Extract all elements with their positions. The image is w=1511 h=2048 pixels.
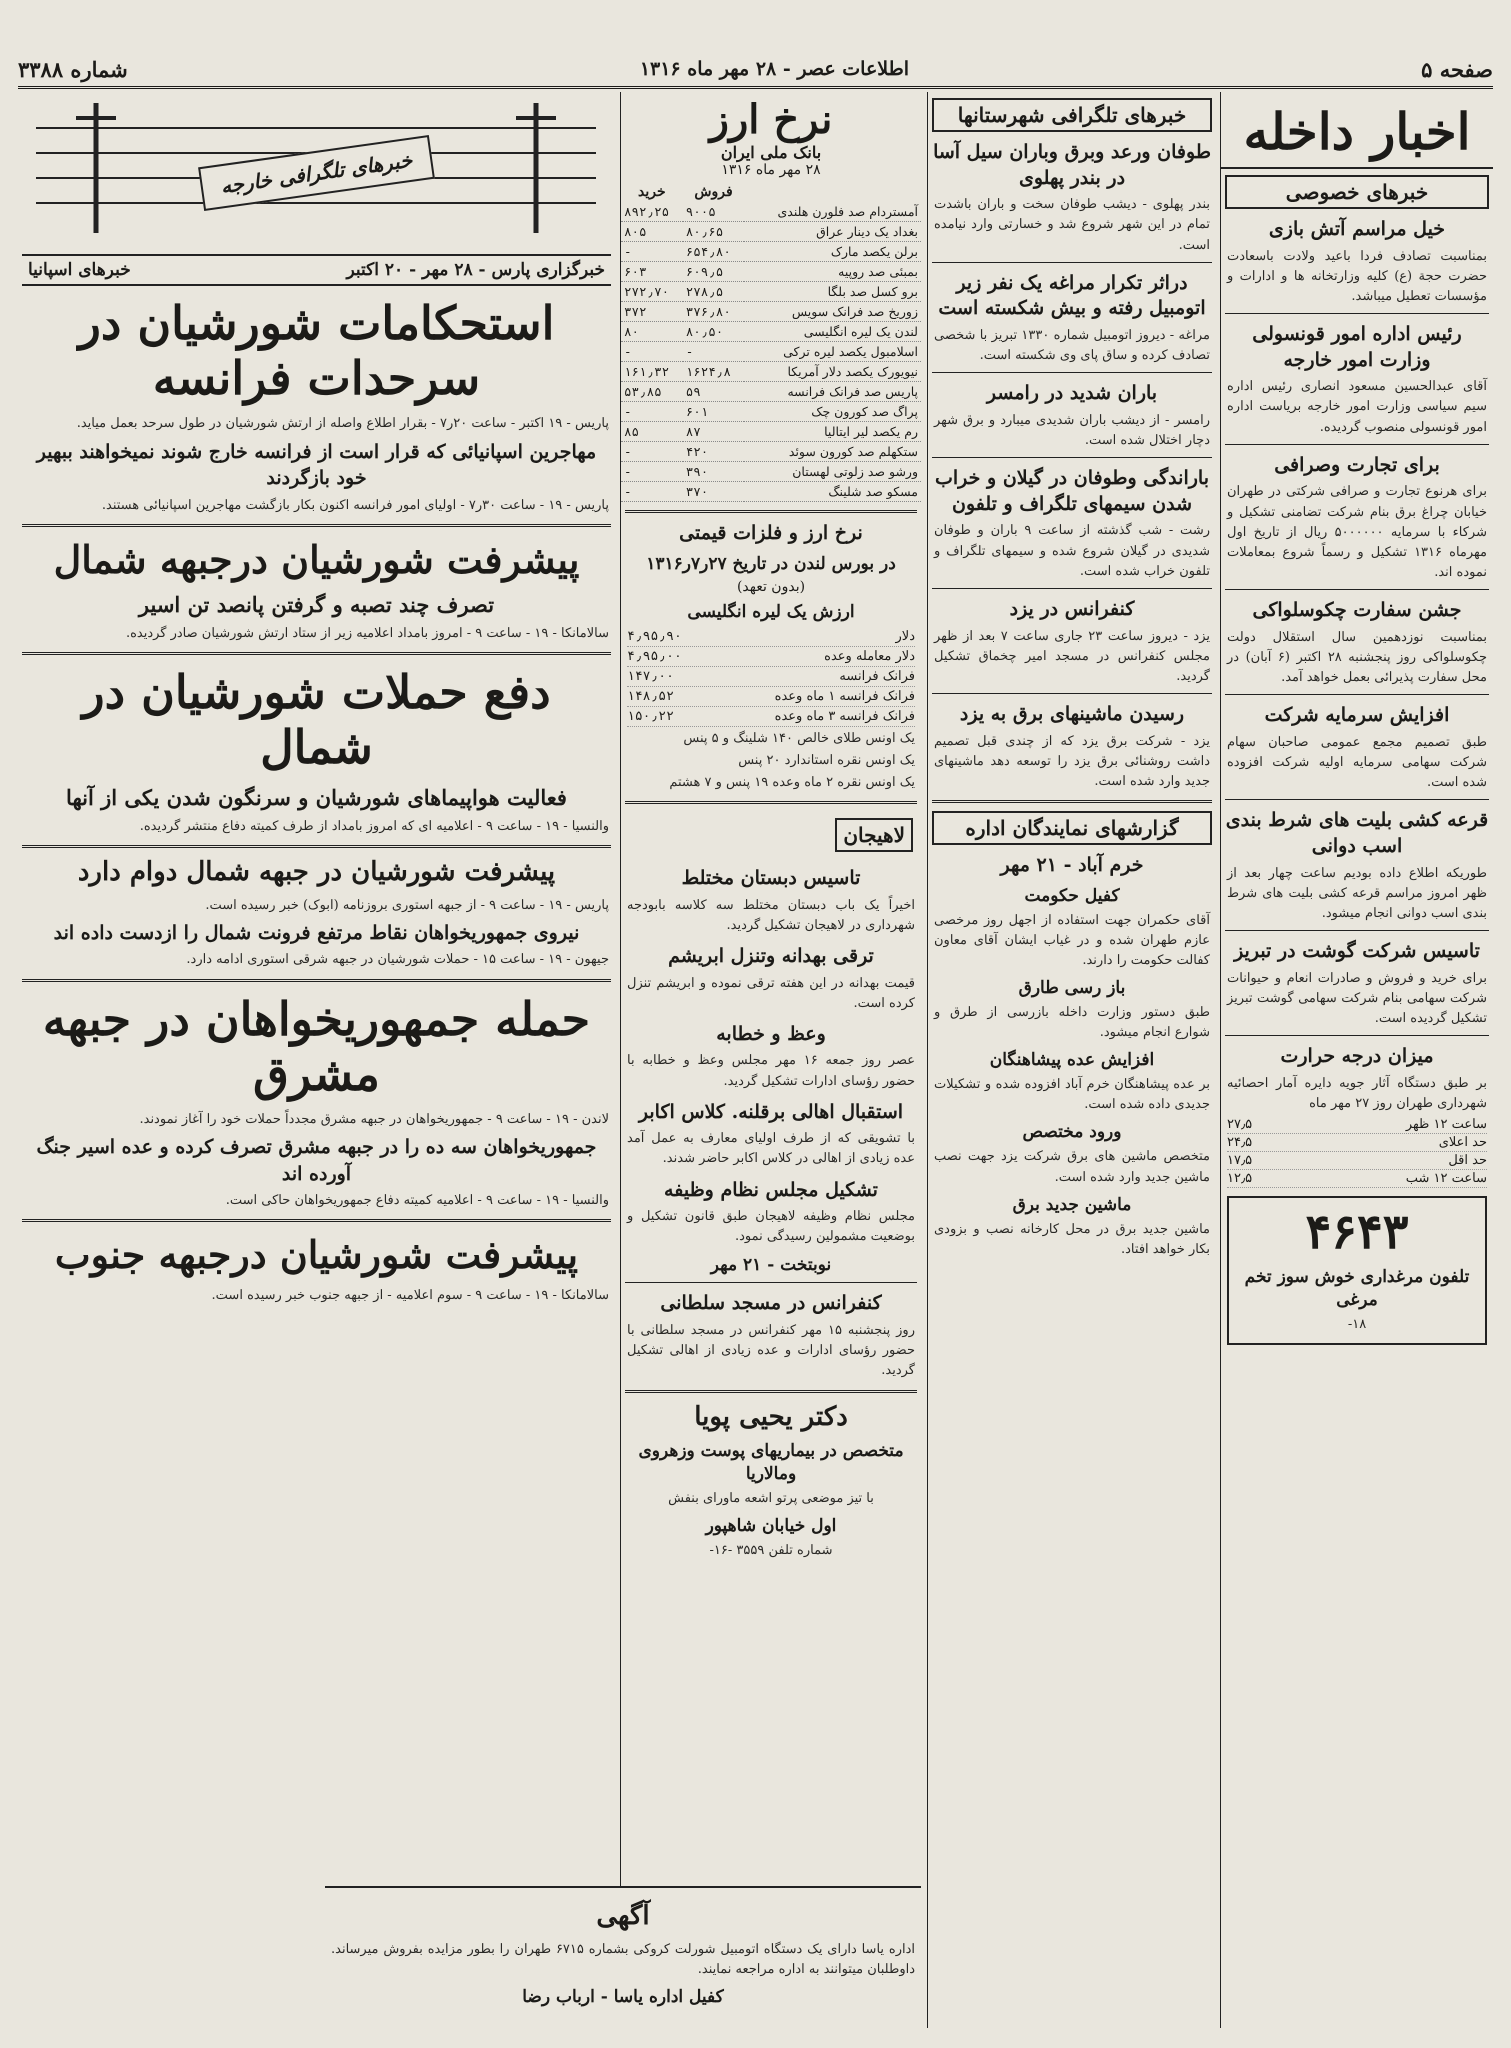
- headline-south-advance: پیشرفت شورشیان درجبهه جنوب: [54, 1232, 579, 1278]
- rate-buy: -: [621, 402, 683, 422]
- domestic-item: [1221, 703, 1493, 793]
- rate-currency: زوریخ صد فرانک سویس: [744, 302, 921, 322]
- rates-bank: بانک ملی ایران: [720, 143, 822, 162]
- rate-sell: ۸۰٫۶۵: [683, 222, 745, 242]
- rate-buy: ۵۳٫۸۵: [621, 382, 683, 402]
- telegraph-item-head: طوفان ورعد وبرق وباران سیل آسا در بندر پهلوی: [933, 141, 1211, 189]
- gold-row: فرانک فرانسه ۱۴۷٫۰۰: [627, 667, 915, 687]
- subhead-aircraft: فعالیت هواپیماهای شورشیان و سرنگون شدن یکی از آنها: [66, 785, 567, 811]
- rate-currency: ورشو صد زلوتی لهستان: [744, 462, 921, 482]
- rate-row: [621, 402, 921, 422]
- domestic-item: [1221, 322, 1493, 438]
- gold-row: فرانک فرانسه ۳ ماه وعده ۱۵۰٫۲۲: [627, 707, 915, 727]
- rate-currency: نیویورک یکصد دلار آمریکا: [744, 362, 921, 382]
- story-body: والنسیا - ۱۹ - ساعت ۹ - اعلامیه ای که امروز بامداد از طرف کمیته دفاع منتشر گردیده.: [139, 818, 609, 834]
- rate-currency: بغداد یک دینار عراق: [744, 222, 921, 242]
- doctor-phone: شماره تلفن ۳۵۵۹ -۱۶-: [709, 1543, 833, 1559]
- rate-sell: ۴۲۰: [683, 442, 745, 462]
- page-number: صفحه ۵: [1421, 56, 1493, 82]
- telegraph-item-head: باران شدید در رامسر: [986, 382, 1158, 405]
- rate-sell: ۳۷۰: [683, 482, 745, 502]
- foreign-news-logo: [26, 98, 607, 248]
- telegraph-item-head: باز رسی طارق: [1018, 978, 1126, 999]
- telegraph-item-body: رشت - شب گذشته از ساعت ۹ باران و طوفان شدیدی در گیلان شروع شده و سیمهای تلگراف و تلفون خراب شده است.: [934, 523, 1210, 579]
- agency-label: خبرگزاری پارس - ۲۸ مهر - ۲۰ اکتبر: [346, 260, 605, 280]
- story-body: پاریس - ۱۹ - ساعت ۳۰ر۷ - اولیای امور فرانسه اکنون بکار بازگشت مهاجرین اسپانیائی هستند.: [101, 497, 609, 513]
- lahijan-item-body: اخیراً یک باب دبستان مختلط سه کلاسه بابودجه شهرداری در لاهیجان تشکیل گردید.: [627, 897, 915, 933]
- rate-currency: پاریس صد فرانک فرانسه: [744, 382, 921, 402]
- lahijan-item-head: نوبتخت - ۲۱ مهر: [710, 1254, 832, 1275]
- telegraph-item-body: یزد - شرکت برق یزد که از چندی قبل تصمیم داشت روشنائی برق یزد را توسعه دهد ماشینهای جدید وارد شده است.: [934, 733, 1210, 789]
- domestic-item-head: جشن سفارت چکوسلواکی: [1252, 599, 1462, 622]
- doctor-body: با تیز موضعی پرتو اشعه ماورای بنفش: [668, 1491, 874, 1507]
- domestic-item-head: قرعه کشی بلیت های شرط بندی اسب دوانی: [1225, 809, 1489, 857]
- weather-row: حد اعلای ۲۴٫۵: [1227, 1134, 1487, 1150]
- telegraph-item-body: یزد - دیروز ساعت ۲۳ جاری ساعت ۷ بعد از ظهر مجلس کنفرانس در مسجد امیر چخماق تشکیل گردید.: [934, 628, 1210, 684]
- rate-currency: اسلامبول یکصد لیره ترکی: [744, 342, 921, 362]
- domestic-item-head: خیل مراسم آتش بازی: [1268, 218, 1446, 240]
- rate-row: [621, 422, 921, 442]
- story-body: لاندن - ۱۹ - ساعت ۹ - جمهوریخواهان در جبهه مشرق مجدداً حملات خود را آغاز نمودند.: [139, 1111, 609, 1127]
- rate-row: [621, 282, 921, 302]
- telegraph-item-body: طبق دستور وزارت داخله بازرسی از طرق و شوارع انجام میشود.: [934, 1004, 1210, 1041]
- domestic-item-head: تاسیس شرکت گوشت در تبریز: [1234, 939, 1480, 962]
- rate-buy: ۲۷۲٫۷۰: [621, 282, 683, 302]
- rate-buy: ۸۰۵: [621, 222, 683, 242]
- phone-ad: [1227, 1196, 1487, 1345]
- lahijan-item-body: روز پنجشنبه ۱۵ مهر کنفرانس در مسجد سلطانی با حضور رؤسای ادارات و عده زیادی از اهالی تشکیل گردید.: [627, 1323, 915, 1379]
- telegraph-item-body: مراغه - دیروز اتومبیل شماره ۱۳۳۰ تبریز با شخصی تصادف کرده و ساق پای وی شکسته است.: [934, 327, 1211, 364]
- telegraph-item-body: بر عده پیشاهنگان خرم آباد افزوده شده و تشکیلات جدیدی داده شده است.: [934, 1077, 1210, 1113]
- telegraph-item-head: دراثر تکرار مراغه یک نفر زیر اتومبیل رفته و بیش شکسته است: [938, 271, 1206, 320]
- domestic-item-body: برای هرنوع تجارت و صرافی شرکتی در طهران خیابان چراغ برق بنام شرکت تضامنی تشکیل و شرکاء با سرمایه ۵۰۰۰۰۰۰ ریال از تاریخ اول مهرماه ۱۳۱۶ تشکیل و رسماً شروع بمعاملات نموده اند.: [1227, 484, 1487, 580]
- rate-buy: ۸۰: [621, 322, 683, 342]
- agency-bar: [22, 254, 611, 286]
- spain-label: خبرهای اسپانیا: [28, 260, 131, 280]
- ad-phone-tail: ۱۸-: [1347, 1316, 1367, 1332]
- domestic-item: [1221, 808, 1493, 924]
- telegraph-item-head: افزایش عده پیشاهنگان: [989, 1050, 1155, 1071]
- gold-line: یک اونس طلای خالص ۱۴۰ شلینگ و ۵ پنس: [683, 730, 915, 746]
- rate-sell: ۱۶۲۴٫۸: [683, 362, 745, 382]
- lahijan-item-body: عصر روز جمعه ۱۶ مهر مجلس وعظ و خطابه با حضور رؤسای ادارات تشکیل گردید.: [627, 1053, 915, 1089]
- rate-sell: ۶۵۴٫۸۰: [683, 242, 745, 262]
- ad-phone-number: ۴۶۴۳: [1305, 1203, 1409, 1260]
- rate-currency: آمستردام صد فلورن هلندی: [744, 202, 921, 222]
- announcement-title: آگهی: [596, 1901, 650, 1931]
- rate-sell: ۵۹: [683, 382, 745, 402]
- rate-row: [621, 382, 921, 402]
- rate-currency: برلن یکصد مارک: [744, 242, 921, 262]
- domestic-item: [1221, 598, 1493, 688]
- rate-currency: ستکهلم صد کورون سوئد: [744, 442, 921, 462]
- headline-north-continues: پیشرفت شورشیان در جبهه شمال دوام دارد: [77, 856, 556, 887]
- rate-sell: -: [683, 342, 745, 362]
- gold-head: ارزش یک لیره انگلیسی: [687, 601, 855, 622]
- rate-sell: ۶۰۱: [683, 402, 745, 422]
- domestic-item: [1221, 1044, 1493, 1114]
- domestic-item-head: افزایش سرمایه شرکت: [1264, 704, 1450, 727]
- lahijan-item-head: تشکیل مجلس نظام وظیفه: [664, 1178, 878, 1201]
- rate-sell: ۳۹۰: [683, 462, 745, 482]
- rate-currency: بمبئی صد روپیه: [744, 262, 921, 282]
- rate-row: [621, 442, 921, 462]
- gold-line: یک اونس نقره ۲ ماه وعده ۱۹ پنس و ۷ هشتم: [669, 774, 915, 790]
- rate-buy: -: [621, 482, 683, 502]
- headline-east-attack: حمله جمهوریخواهان در جبهه مشرق: [42, 991, 591, 1101]
- rate-sell: ۶۰۹٫۵: [683, 262, 745, 282]
- rate-row: [621, 322, 921, 342]
- gold-line: یک اونس نقره استاندارد ۲۰ پنس: [738, 752, 915, 768]
- telegraph-item-body: متخصص ماشین های برق شرکت یزد جهت نصب ماشین جدید وارد شده است.: [934, 1149, 1210, 1185]
- announcement-sign: کفیل اداره یاسا - ارباب رضا: [522, 1987, 724, 2008]
- rates-column: [620, 92, 921, 1888]
- rate-row: [621, 482, 921, 502]
- domestic-item-body: بر طبق دستگاه آثار جویه دایره آمار احصائیه شهرداری طهران روز ۲۷ مهر ماه: [1227, 1075, 1487, 1111]
- rate-row: [621, 342, 921, 362]
- rate-row: [621, 202, 921, 222]
- telegraph-item-head: باراندگی وطوفان در گیلان و خراب شدن سیمهای تلگراف و تلفون: [935, 467, 1209, 515]
- masthead-date: اطلاعات عصر - ۲۸ مهر ماه ۱۳۱۶: [639, 58, 910, 80]
- telegraph-item-body: رامسر - از دیشب باران شدیدی میبارد و برق شهر دچار اختلال شده است.: [934, 412, 1210, 449]
- rate-buy: ۳۷۲: [621, 302, 683, 322]
- rate-buy: -: [621, 442, 683, 462]
- rates-table: [621, 182, 921, 502]
- domestic-item-body: بمناسبت تصادف فردا باعید ولادت باسعادت حضرت حجة (ع) کلیه وزارتخانه ها و ادارات و مؤسسات تعطیل میباشد.: [1227, 248, 1487, 304]
- rate-currency: مسکو صد شلینگ: [744, 482, 921, 502]
- weather-row: ساعت ۱۲ شب ۱۲٫۵: [1227, 1170, 1487, 1186]
- rate-row: [621, 302, 921, 322]
- telegraph-item-body: بندر پهلوی - دیشب طوفان سخت و باران باشدت تمام در این شهر شروع شد و خسارتی وارد نیامده است.: [934, 197, 1210, 253]
- ad-phone-text: تلفون مرغداری خوش سوز تخم مرغی: [1244, 1266, 1470, 1310]
- rate-row: [621, 462, 921, 482]
- telegraph-item-body: ماشین جدید برق در محل کارخانه نصب و بزودی بکار خواهد افتاد.: [934, 1221, 1210, 1257]
- story-body: پاریس - ۱۹ اکتبر - ساعت ۲۰ر۷ - بقرار اطلاع واصله از ارتش شورشیان در طول سرحد بعمل میاید.: [76, 416, 609, 432]
- rate-currency: برو کسل صد بلگا: [744, 282, 921, 302]
- rate-buy: -: [621, 242, 683, 262]
- masthead: [18, 52, 1493, 89]
- rate-sell: ۸۷: [683, 422, 745, 442]
- rate-currency: لندن یک لیره انگلیسی: [744, 322, 921, 342]
- lahijan-item-head: تاسیس دبستان مختلط: [681, 866, 861, 889]
- domestic-item-head: رئیس اداره امور قونسولی وزارت امور خارجه: [1252, 323, 1462, 371]
- domestic-item-head: برای تجارت وصرافی: [1274, 453, 1440, 476]
- rates-title: نرخ ارز: [709, 96, 833, 143]
- story-body: سالامانکا - ۱۹ - ساعت ۹ - سوم اعلامیه - از جبهه جنوب خبر رسیده است.: [211, 1287, 609, 1303]
- subhead-north-advance: تصرف چند تصبه و گرفتن پانصد تن اسیر: [138, 592, 495, 618]
- private-news-label: خبرهای خصوصی: [1225, 175, 1489, 209]
- domestic-item-body: برای خرید و فروش و صادرات انعام و حیوانات شرکت سهامی بنام شرکت سهامی گوشت تبریز تشکیل گردیده است.: [1227, 970, 1487, 1026]
- headline-north-advance: پیشرفت شورشیان درجبهه شمال: [53, 536, 580, 582]
- domestic-item: [1221, 453, 1493, 583]
- rate-sell: ۹۰۰۵: [683, 202, 745, 222]
- rate-sell: ۲۷۸٫۵: [683, 282, 745, 302]
- announcement-box: [325, 1886, 921, 2028]
- telegraph-item-head: خرم آباد - ۲۱ مهر: [1000, 854, 1144, 877]
- headline-fortifications: استحکامات شورشیان در سرحدات فرانسه: [78, 296, 555, 406]
- foreign-column: [18, 92, 615, 2028]
- rate-buy: -: [621, 342, 683, 362]
- domestic-item-head: میزان درجه حرارت: [1280, 1045, 1434, 1067]
- gold-list: [627, 627, 915, 727]
- rate-buy: -: [621, 462, 683, 482]
- telegraph-item-body: آقای حکمران جهت استفاده از اجهل روز مرخصی عازم طهران شده و در غیاب ایشان آقای معاون کفالت حکومت را دارند.: [934, 912, 1210, 968]
- telegraph-item-head: کفیل حکومت: [1024, 885, 1120, 906]
- rate-row: [621, 362, 921, 382]
- rate-buy: ۸۹۲٫۲۵: [621, 202, 683, 222]
- doctor-name: دکتر یحیی پویا: [694, 1401, 848, 1432]
- domestic-item-body: بمناسبت نوزدهمین سال استقلال دولت چکوسلواکی روز پنجشنبه ۲۸ اکتبر (۶ آبان) در محل سفارت پذیرائی بعمل خواهد آمد.: [1227, 629, 1487, 686]
- domestic-item: [1221, 217, 1493, 307]
- lahijan-item-head: ترقی بهدانه وتنزل ابریشم: [668, 944, 874, 967]
- issue-number: شماره ۳۳۸۸: [18, 56, 128, 82]
- story-body: پاریس - ۱۹ - ساعت ۹ - از جبهه استوری بروزنامه (ابوک) خبر رسیده است.: [205, 897, 609, 913]
- domestic-title: اخبار داخله: [1221, 102, 1493, 169]
- weather-row: حد اقل ۱۷٫۵: [1227, 1152, 1487, 1168]
- telegraph-item-head: ورود مختصص: [1022, 1122, 1122, 1143]
- gold-row: دلار ۴٫۹۵٫۹۰: [627, 627, 915, 647]
- lahijan-item-head: کنفرانس در مسجد سلطانی: [660, 1292, 882, 1315]
- rate-sell: ۳۷۶٫۸۰: [683, 302, 745, 322]
- telegraph-item-head: ماشین جدید برق: [1012, 1194, 1132, 1215]
- telegraph-column: [927, 92, 1216, 2028]
- announcement-body: اداره یاسا دارای یک دستگاه اتومبیل شورلت کروکی بشماره ۶۷۱۵ طهران را بطور مزایده بفروش میرساند. داوطلبان میتوانند به اداره مراجعه نمایند.: [331, 1941, 915, 1977]
- doctor-address: اول خیابان شاهپور: [705, 1516, 837, 1537]
- rate-row: [621, 222, 921, 242]
- gold-title: نرخ ارز و فلزات قیمتی: [679, 522, 863, 544]
- gold-note: (بدون تعهد): [736, 578, 806, 595]
- lahijan-item-head: استقبال اهالی برقلنه. کلاس اکابر: [638, 1100, 904, 1123]
- story-body: جیهون - ۱۹ - ساعت ۱۵ - حملات شورشیان در جبهه شرقی استوری ادامه دارد.: [186, 952, 609, 968]
- domestic-item-body: آقای عبدالحسین مسعود انصاری رئیس اداره سیم سیاسی وزارت امور خارجه بریاست اداره امور قونسولی منصوب گردیده.: [1227, 379, 1487, 435]
- subhead-three-villages: جمهوریخواهان سه ده را در جبهه مشرق تصرف کرده و عده اسیر جنگ آورده اند: [36, 1136, 597, 1185]
- gold-row: فرانک فرانسه ۱ ماه وعده ۱۴۸٫۵۲: [627, 687, 915, 707]
- reports-title: گزارشهای نمایندگان اداره: [932, 811, 1212, 845]
- gold-sub: در بورس لندن در تاریخ ۲۷ر۷ر۱۳۱۶: [646, 553, 896, 574]
- story-body: والنسیا - ۱۹ - ساعت ۹ - اعلامیه کمیته دفاع جمهوریخواهان حاکی است.: [225, 1193, 609, 1209]
- weather-row: ساعت ۱۲ ظهر ۲۷٫۵: [1227, 1116, 1487, 1132]
- rate-sell: ۸۰٫۵۰: [683, 322, 745, 342]
- telegraph-item-head: کنفرانس در یزد: [1009, 597, 1135, 620]
- lahijan-item-body: با تشویقی که از طرف اولیای معارف به عمل آمد عده زیادی از اهالی در کلاس اکابر حاضر شدند.: [627, 1131, 915, 1167]
- telegraph-item-head: رسیدن ماشینهای برق به یزد: [959, 702, 1185, 725]
- rate-row: [621, 242, 921, 262]
- weather-table: [1227, 1116, 1487, 1188]
- lahijan-label: لاهیجان: [835, 818, 913, 852]
- story-body: سالامانکا - ۱۹ - ساعت ۹ - امروز بامداد اعلامیه زیر از ستاد ارتش شورشیان صادر گردیده.: [125, 625, 609, 641]
- rate-row: [621, 262, 921, 282]
- rates-col-buy: خرید: [638, 184, 666, 200]
- rates-col-sell: فروش: [694, 184, 733, 200]
- lahijan-item-body: قیمت بهدانه در این هفته ترقی نموده و ابریشم تنزل کرده است.: [627, 975, 915, 1011]
- headline-repel-attacks: دفع حملات شورشیان در شمال: [82, 664, 551, 775]
- domestic-item-body: طوریکه اطلاع داده بودیم ساعت چهار بعد از ظهر امروز مراسم قرعه کشی بلیت های شرط بندی اسب دوانی انجام میشود.: [1227, 865, 1487, 921]
- rate-buy: ۱۶۱٫۳۲: [621, 362, 683, 382]
- rate-buy: ۸۵: [621, 422, 683, 442]
- subhead-heights-lost: نیروی جمهوریخواهان نقاط مرتفع فرونت شمال را ازدست داده اند: [53, 921, 580, 944]
- gold-row: دلار معامله وعده ۴٫۹۵٫۰۰: [627, 647, 915, 667]
- telegraph-title: خبرهای تلگرافی شهرستانها: [932, 98, 1212, 132]
- lahijan-item-body: مجلس نظام وظیفه لاهیجان طبق قانون تشکیل و بوضعیت مشمولین رسیدگی نمود.: [627, 1209, 915, 1245]
- rate-currency: رم یکصد لیر ایتالیا: [744, 422, 921, 442]
- rate-buy: ۶۰۳: [621, 262, 683, 282]
- lahijan-item-head: وعظ و خطابه: [716, 1022, 826, 1045]
- domestic-column: [1220, 92, 1493, 2028]
- domestic-item-body: طبق تصمیم مجمع عمومی صاحبان سهام شرکت سهامی سرمایه اولیه شرکت افزوده شده است.: [1227, 734, 1487, 791]
- foreign-news-logo-text: خبرهای تلگرافی خارجه: [198, 135, 435, 211]
- headline-refugees: مهاجرین اسپانیائی که قرار است از فرانسه خارج شوند نمیخواهند ببهیر خود بازگردند: [36, 440, 597, 490]
- domestic-item: [1221, 939, 1493, 1029]
- rate-currency: پراگ صد کورون چک: [744, 402, 921, 422]
- doctor-specialty: متخصص در بیماریهای پوست وزهروی ومالاریا: [638, 1441, 904, 1485]
- rates-date: ۲۸ مهر ماه ۱۳۱۶: [721, 162, 821, 178]
